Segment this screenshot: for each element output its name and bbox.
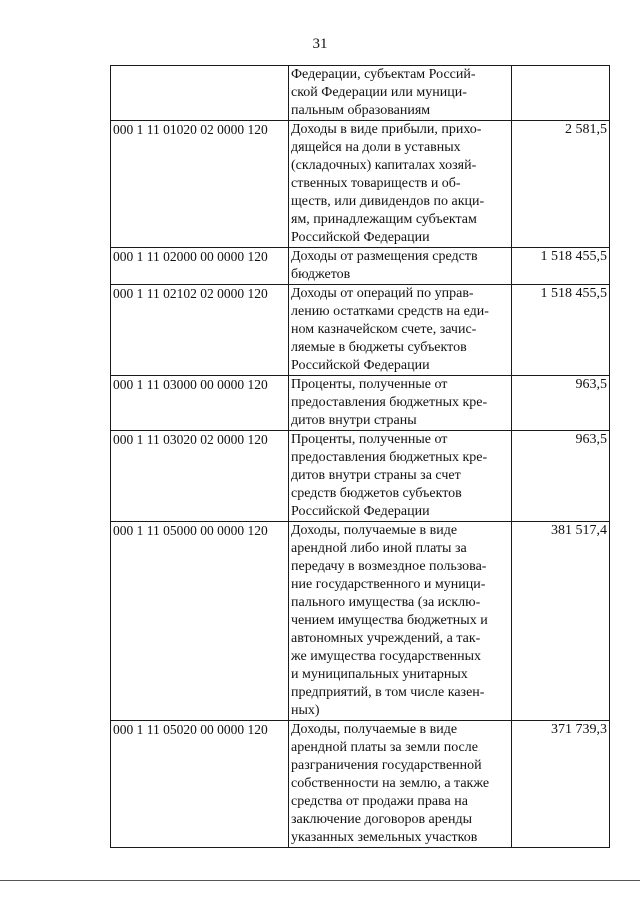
description-line: ных) bbox=[291, 703, 320, 718]
table-row bbox=[111, 431, 610, 522]
description-line: Российской Федерации bbox=[291, 358, 430, 373]
table-row bbox=[111, 121, 610, 248]
description-line: ном казначейском счете, зачис- bbox=[291, 322, 477, 337]
table-row bbox=[111, 66, 610, 121]
description-line: ляемые в бюджеты субъектов bbox=[291, 340, 467, 355]
budget-code-cell: 000 1 11 03020 02 0000 120 bbox=[111, 431, 289, 522]
table-row bbox=[111, 248, 610, 285]
description-line: Доходы в виде прибыли, прихо- bbox=[291, 122, 482, 137]
description-line: дящейся на доли в уставных bbox=[291, 140, 461, 155]
table-row bbox=[111, 285, 610, 376]
description-line: пального имущества (за исклю- bbox=[291, 595, 481, 610]
description-line: указанных земельных участков bbox=[291, 830, 478, 845]
description-line: дитов внутри страны за счет bbox=[291, 468, 461, 483]
description-cell bbox=[289, 121, 512, 248]
description-line: ской Федерации или муници- bbox=[291, 85, 467, 100]
description-line: предоставления бюджетных кре- bbox=[291, 395, 488, 410]
description-line: средства от продажи права на bbox=[291, 794, 468, 809]
description-cell bbox=[289, 431, 512, 522]
amount-cell: 963,5 bbox=[512, 431, 610, 522]
amount-cell: 371 739,3 bbox=[512, 721, 610, 848]
description-line: Доходы от размещения средств bbox=[291, 249, 478, 264]
description-line: ям, принадлежащим субъектам bbox=[291, 212, 477, 227]
description-line: заключение договоров аренды bbox=[291, 812, 473, 827]
page-number: 31 bbox=[312, 36, 328, 52]
description-line: разграничения государственной bbox=[291, 758, 482, 773]
description-cell bbox=[289, 285, 512, 376]
description-line: и муниципальных унитарных bbox=[291, 667, 468, 682]
description-line: арендной либо иной платы за bbox=[291, 541, 467, 556]
description-line: Проценты, полученные от bbox=[291, 377, 448, 392]
description-cell bbox=[289, 248, 512, 285]
description-line: бюджетов bbox=[291, 267, 351, 282]
table-row bbox=[111, 522, 610, 721]
description-line: (складочных) капиталах хозяй- bbox=[291, 158, 477, 173]
description-line: предоставления бюджетных кре- bbox=[291, 450, 488, 465]
budget-code-cell: 000 1 11 02102 02 0000 120 bbox=[111, 285, 289, 376]
description-line: ственных товариществ и об- bbox=[291, 176, 461, 191]
description-line: средств бюджетов субъектов bbox=[291, 486, 462, 501]
table-row bbox=[111, 721, 610, 848]
description-cell bbox=[289, 522, 512, 721]
description-line: Доходы от операций по управ- bbox=[291, 286, 474, 301]
description-line: автономных учреждений, а так- bbox=[291, 631, 481, 646]
budget-code-cell: 000 1 11 01020 02 0000 120 bbox=[111, 121, 289, 248]
description-line: чением имущества бюджетных и bbox=[291, 613, 488, 628]
description-line: лению остатками средств на еди- bbox=[291, 304, 489, 319]
budget-code-cell: 000 1 11 05000 00 0000 120 bbox=[111, 522, 289, 721]
description-line: Федерации, субъектам Россий- bbox=[291, 67, 476, 82]
description-line: предприятий, в том числе казен- bbox=[291, 685, 485, 700]
table-body bbox=[111, 66, 610, 848]
description-line: Российской Федерации bbox=[291, 230, 430, 245]
budget-revenue-table bbox=[110, 65, 610, 848]
description-line: арендной платы за земли после bbox=[291, 740, 478, 755]
amount-cell: 963,5 bbox=[512, 376, 610, 431]
amount-cell: 2 581,5 bbox=[512, 121, 610, 248]
table-row bbox=[111, 376, 610, 431]
description-line: ществ, или дивидендов по акци- bbox=[291, 194, 485, 209]
description-cell bbox=[289, 66, 512, 121]
amount-cell: 381 517,4 bbox=[512, 522, 610, 721]
description-line: собственности на землю, а также bbox=[291, 776, 490, 791]
description-line: ние государственного и муници- bbox=[291, 577, 486, 592]
description-cell bbox=[289, 376, 512, 431]
bottom-rule bbox=[0, 880, 640, 881]
amount-cell bbox=[512, 66, 610, 121]
description-line: Доходы, получаемые в виде bbox=[291, 523, 458, 538]
budget-code-cell: 000 1 11 02000 00 0000 120 bbox=[111, 248, 289, 285]
description-line: Российской Федерации bbox=[291, 504, 430, 519]
description-line: Доходы, получаемые в виде bbox=[291, 722, 458, 737]
description-cell bbox=[289, 721, 512, 848]
amount-cell: 1 518 455,5 bbox=[512, 248, 610, 285]
budget-code-cell bbox=[111, 66, 289, 121]
description-line: же имущества государственных bbox=[291, 649, 482, 664]
description-line: пальным образованиям bbox=[291, 103, 431, 118]
description-line: передачу в возмездное пользова- bbox=[291, 559, 487, 574]
description-line: Проценты, полученные от bbox=[291, 432, 448, 447]
budget-code-cell: 000 1 11 03000 00 0000 120 bbox=[111, 376, 289, 431]
description-line: дитов внутри страны bbox=[291, 413, 417, 428]
budget-code-cell: 000 1 11 05020 00 0000 120 bbox=[111, 721, 289, 848]
amount-cell: 1 518 455,5 bbox=[512, 285, 610, 376]
